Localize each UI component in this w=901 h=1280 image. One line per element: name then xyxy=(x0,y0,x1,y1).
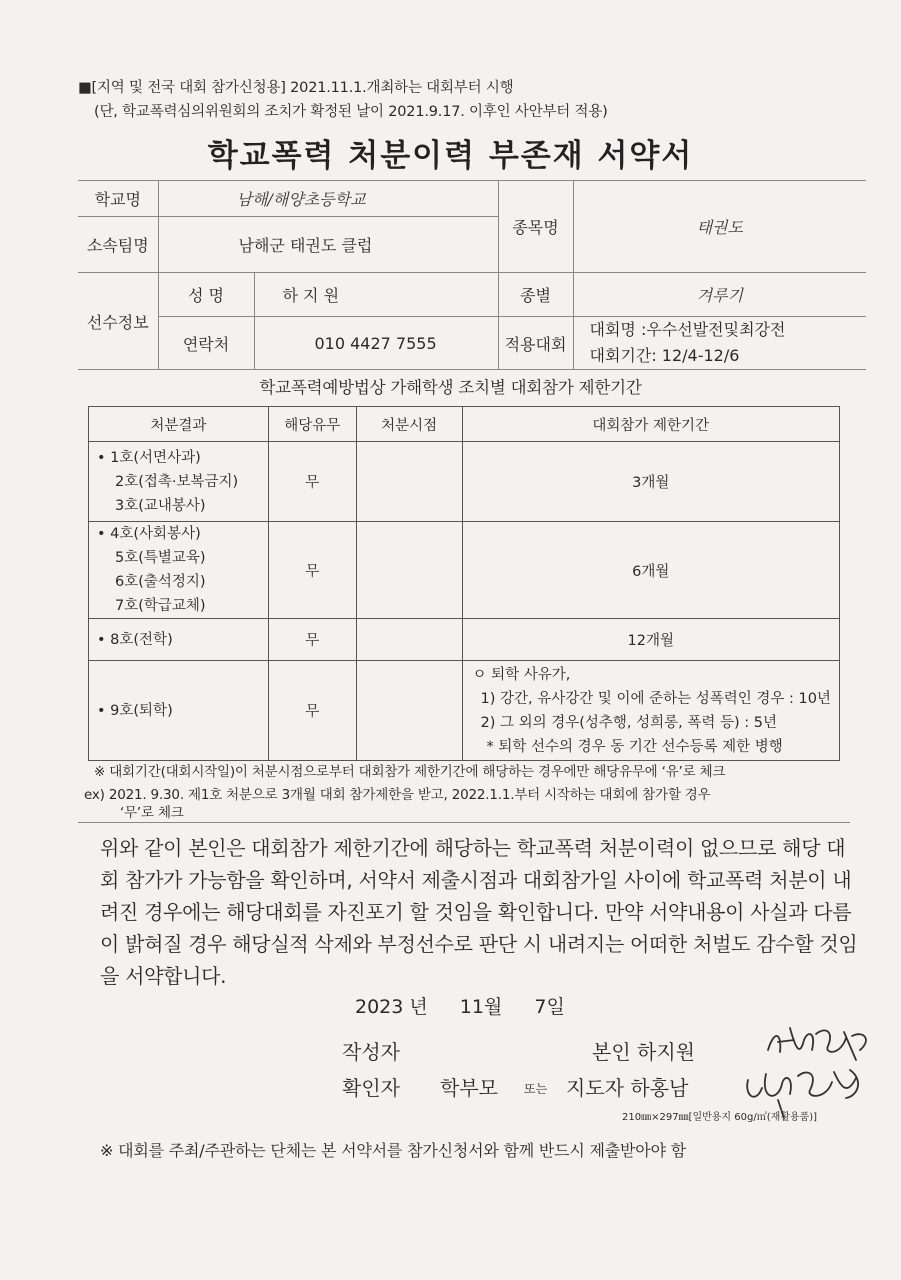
date-day: 7일 xyxy=(534,996,565,1018)
or-label: 또는 xyxy=(524,1082,548,1096)
confirmer-label: 확인자 xyxy=(342,1076,400,1100)
player-info-table xyxy=(78,180,866,370)
limit-value: 6개월 xyxy=(462,522,840,619)
limit-value: 3개월 xyxy=(462,442,840,522)
event-label: 종목명 xyxy=(498,181,573,273)
meet-name: 대회명 :우수선발전및최강전 xyxy=(589,320,786,339)
table-row xyxy=(89,442,840,522)
disposition-cell xyxy=(89,661,269,761)
category-value: 겨루기 xyxy=(573,273,866,317)
list-item: • 1호(서면사과) xyxy=(97,449,201,466)
footnote-2: ex) 2021. 9.30. 제1호 처분으로 3개월 대회 참가제한을 받고, 2022.1.1.부터 시작하는 대회에 참가할 경우 xyxy=(84,787,711,803)
time-value xyxy=(356,619,462,661)
header-applies: 해당유무 xyxy=(268,407,356,442)
header-notice-line2: (단, 학교폭력심의위원회의 조치가 확정된 날이 2021.9.17. 이후인 사안부터 적용) xyxy=(94,104,608,120)
name-label: 성 명 xyxy=(158,273,254,317)
table-row xyxy=(89,522,840,619)
applied-meet-label: 적용대회 xyxy=(498,317,573,370)
restriction-table xyxy=(88,406,840,761)
table-row xyxy=(89,661,840,761)
school-value: 남해/해양초등학교 xyxy=(158,181,498,217)
event-value: 태권도 xyxy=(573,181,866,273)
list-item: 3호(교내봉사) xyxy=(115,497,206,514)
list-item: • 4호(사회봉사) xyxy=(97,526,201,542)
paper-spec: 210㎜×297㎜[일반용지 60g/㎡(재활용품)] xyxy=(622,1112,818,1123)
pledge-date xyxy=(355,992,565,1019)
header-disposition: 처분결과 xyxy=(89,407,269,442)
team-value: 남해군 태권도 클럽 xyxy=(158,217,498,273)
expulsion-limit-cell xyxy=(462,661,840,761)
footnote-3: ‘무’로 체크 xyxy=(120,805,184,821)
self-name: 본인 하지원 xyxy=(592,1040,695,1064)
contact-value: 010 4427 7555 xyxy=(254,317,498,370)
writer-label: 작성자 xyxy=(342,1040,400,1064)
list-item: 2호(접촉·보복금지) xyxy=(115,473,239,490)
applied-meet-cell xyxy=(573,317,866,370)
limit-value: 12개월 xyxy=(462,619,840,661)
expulsion-note-line: 2) 그 외의 경우(성추행, 성희롱, 폭력 등) : 5년 xyxy=(480,715,778,731)
meet-period: 대회기간: 12/4-12/6 xyxy=(589,346,740,365)
player-info-label: 선수정보 xyxy=(78,273,158,370)
time-value xyxy=(356,442,462,522)
applies-value: 무 xyxy=(268,522,356,619)
divider xyxy=(78,822,850,823)
coach-name: 지도자 하홍남 xyxy=(566,1076,689,1100)
list-item: • 9호(퇴학) xyxy=(97,702,173,719)
list-item: 5호(특별교육) xyxy=(115,550,206,566)
name-value: 하 지 원 xyxy=(254,273,498,317)
category-label: 종별 xyxy=(498,273,573,317)
applies-value: 무 xyxy=(268,442,356,522)
applies-value: 무 xyxy=(268,619,356,661)
date-year: 2023 년 xyxy=(355,996,428,1018)
final-notice: ※ 대회를 주최/주관하는 단체는 본 서약서를 참가신청서와 함께 반드시 제출받아야 함 xyxy=(100,1141,686,1160)
list-item: • 8호(전학) xyxy=(97,631,173,648)
applies-value: 무 xyxy=(268,661,356,761)
disposition-cell xyxy=(89,442,269,522)
list-item: 7호(학급교체) xyxy=(115,598,206,614)
team-label: 소속팀명 xyxy=(78,217,158,273)
parent-label: 학부모 xyxy=(440,1076,498,1100)
header-disposition-time: 처분시점 xyxy=(356,407,462,442)
list-item: 6호(출석정지) xyxy=(115,574,206,590)
document-title: 학교폭력 처분이력 부존재 서약서 xyxy=(207,138,694,174)
disposition-cell xyxy=(89,619,269,661)
header-notice-line1: ■[지역 및 전국 대회 참가신청용] 2021.11.1.개최하는 대회부터 시행 xyxy=(78,80,514,96)
pledge-text: 위와 같이 본인은 대회참가 제한기간에 해당하는 학교폭력 처분이력이 없으므로 해당 대회 참가가 가능함을 확인하며, 서약서 제출시점과 대회참가일 사이에 학교폭력 처분이 내려진 경우에는 해당대회를 자진포기 할 것임을 확인합니다. 만약 서약내용이 사실과 다름이 밝혀질 경우 해당실적 삭제와 부정선수로 판단 시 내려지는 어떠한 처벌도 감수할 것임을 서약합니다. xyxy=(100,836,858,988)
time-value xyxy=(356,661,462,761)
table-subtitle: 학교폭력예방법상 가해학생 조치별 대회참가 제한기간 xyxy=(259,378,642,397)
time-value xyxy=(356,522,462,619)
footnote-1: ※ 대회기간(대회시작일)이 처분시점으로부터 대회참가 제한기간에 해당하는 경우에만 해당유무에 ‘유’로 체크 xyxy=(94,764,726,780)
disposition-cell xyxy=(89,522,269,619)
expulsion-note-line: 1) 강간, 유사강간 및 이에 준하는 성폭력인 경우 : 10년 xyxy=(480,691,831,707)
contact-label: 연락처 xyxy=(158,317,254,370)
header-restriction-period: 대회참가 제한기간 xyxy=(462,407,840,442)
expulsion-note-line: * 퇴학 선수의 경우 동 기간 선수등록 제한 병행 xyxy=(486,739,783,755)
table-row xyxy=(89,619,840,661)
date-month: 11월 xyxy=(459,996,503,1018)
expulsion-note-line: ㅇ 퇴학 사유가, xyxy=(472,667,571,683)
school-label: 학교명 xyxy=(78,181,158,217)
